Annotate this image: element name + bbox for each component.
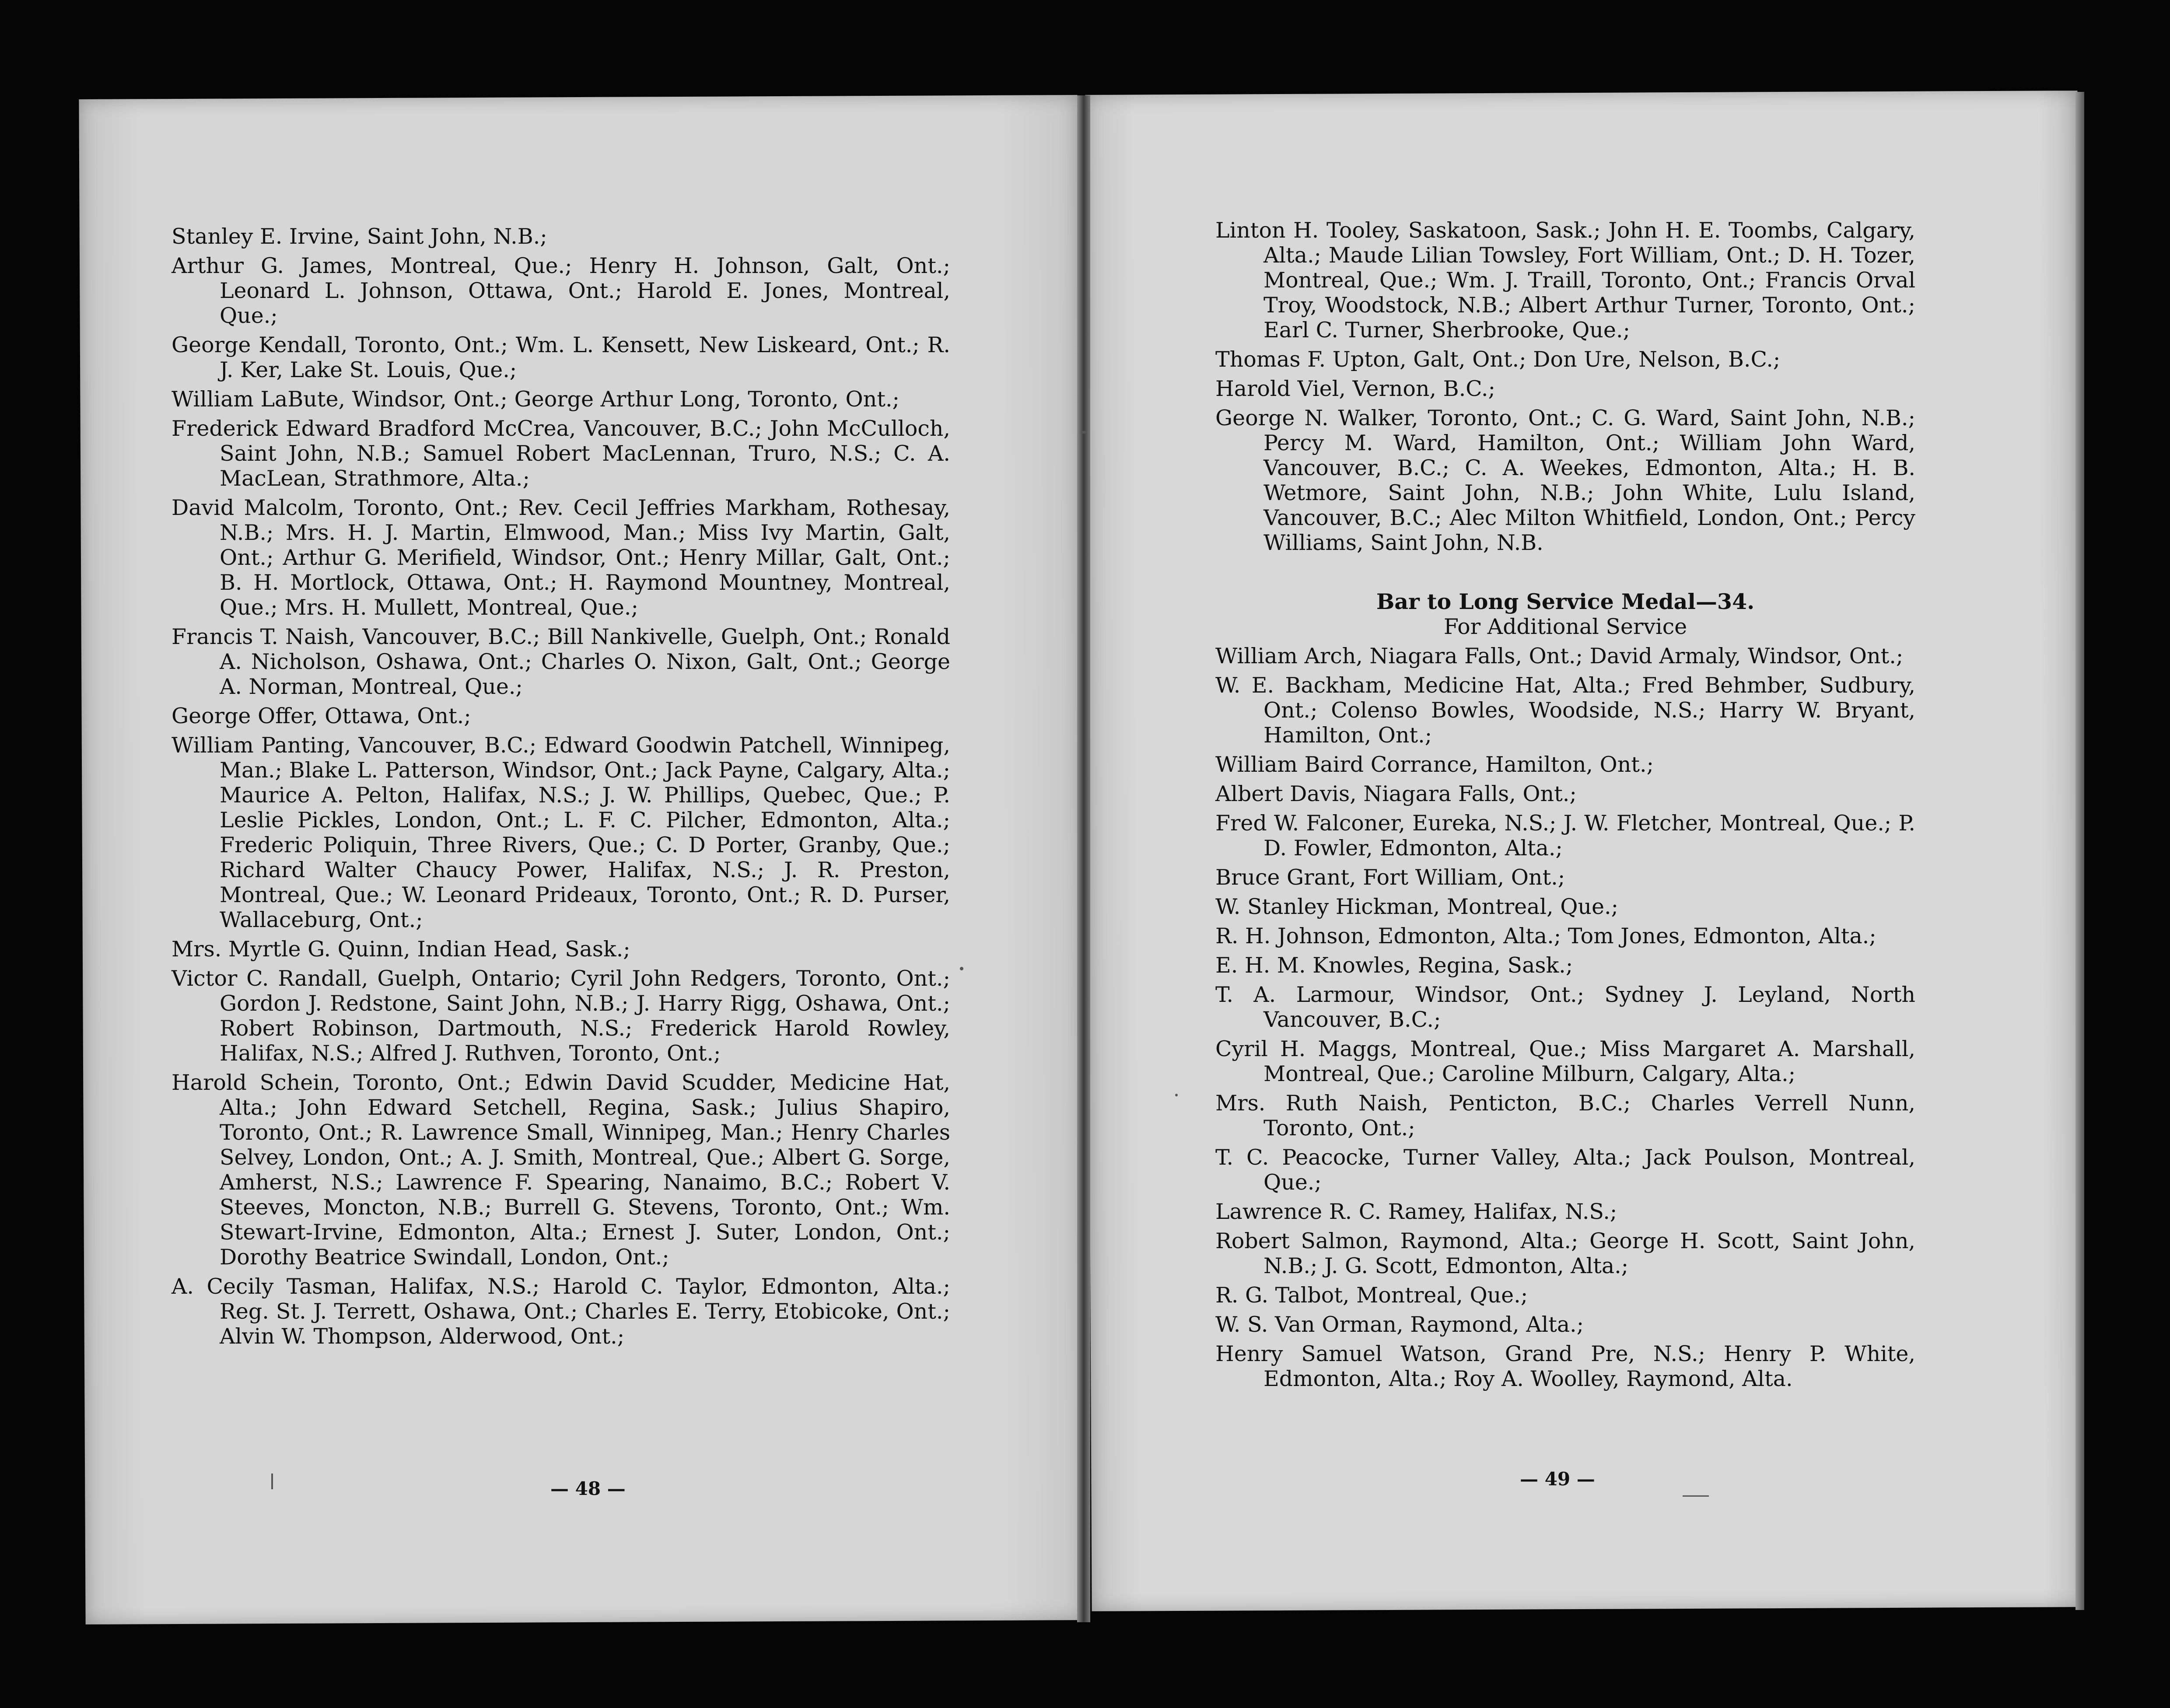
list-entry: Harold Viel, Vernon, B.C.; [1215, 376, 1495, 401]
list-entry: Stanley E. Irvine, Saint John, N.B.; [172, 224, 547, 249]
list-entry: William Panting, Vancouver, B.C.; Edward Goodwin Patchell, Winnipeg, Man.; Blake L. Patterson, Windsor, Ont.; Jack Payne, Calgary, Alta.; Maurice A. Pelton, Halifax, N.S.; J. W. Phillips, Quebec, Que.; P. Leslie Pickles, London, Ont.; L. F. C. Pilcher, Edmonton, Alta.; Frederic Poliquin, Three Rivers, Que.; C. D Porter, Granby, Que.; Richard Walter Chaucy Power, Halifax, N.S.; J. R. Preston, Montreal, Que.; W. Leonard Prideaux, Toronto, Ont.; R. D. Purser, Wallaceburg, Ont.; [172, 733, 950, 932]
list-entry: Henry Samuel Watson, Grand Pre, N.S.; Henry P. White, Edmonton, Alta.; Roy A. Woolley, Raymond, Alta. [1215, 1341, 1915, 1391]
list-entry: William Arch, Niagara Falls, Ont.; David Armaly, Windsor, Ont.; [1215, 644, 1904, 668]
list-entry: Francis T. Naish, Vancouver, B.C.; Bill Nankivelle, Guelph, Ont.; Ronald A. Nicholson, Oshawa, Ont.; Charles O. Nixon, Galt, Ont.; George A. Norman, Montreal, Que.; [172, 624, 950, 699]
list-entry: Bruce Grant, Fort William, Ont.; [1215, 865, 1565, 890]
list-entry: W. Stanley Hickman, Montreal, Que.; [1215, 894, 1619, 919]
list-entry: Albert Davis, Niagara Falls, Ont.; [1215, 781, 1577, 806]
list-entry: George Offer, Ottawa, Ont.; [172, 704, 471, 728]
list-entry: E. H. M. Knowles, Regina, Sask.; [1215, 953, 1573, 978]
scan-speck [1175, 1094, 1178, 1096]
list-entry: Robert Salmon, Raymond, Alta.; George H. Scott, Saint John, N.B.; J. G. Scott, Edmonton, Alta.; [1215, 1228, 1915, 1278]
list-entry: William Baird Corrance, Hamilton, Ont.; [1215, 752, 1654, 777]
list-entry: Lawrence R. C. Ramey, Halifax, N.S.; [1215, 1199, 1617, 1224]
list-entry: Mrs. Ruth Naish, Penticton, B.C.; Charles Verrell Nunn, Toronto, Ont.; [1215, 1091, 1915, 1141]
book-gutter [1077, 95, 1090, 1622]
list-entry: R. H. Johnson, Edmonton, Alta.; Tom Jones, Edmonton, Alta.; [1215, 924, 1876, 948]
list-entry: Victor C. Randall, Guelph, Ontario; Cyril John Redgers, Toronto, Ont.; Gordon J. Redstone, Saint John, N.B.; J. Harry Rigg, Oshawa, Ont.; Robert Robinson, Dartmouth, N.S.; Frederick Harold Rowley, Halifax, N.S.; Alfred J. Ruthven, Toronto, Ont.; [172, 966, 950, 1066]
left-page-text [172, 224, 950, 1353]
section-subtitle: For Additional Service [1443, 614, 1687, 639]
list-entry: W. E. Backham, Medicine Hat, Alta.; Fred Behmber, Sudbury, Ont.; Colenso Bowles, Woodside, N.S.; Harry W. Bryant, Hamilton, Ont.; [1215, 673, 1915, 748]
page-number: — 48 — [550, 1478, 626, 1499]
list-entry: R. G. Talbot, Montreal, Que.; [1215, 1283, 1528, 1308]
section-title: Bar to Long Service Medal—34. [1376, 589, 1755, 614]
list-entry: T. C. Peacocke, Turner Valley, Alta.; Jack Poulson, Montreal, Que.; [1215, 1145, 1915, 1195]
list-entry: Frederick Edward Bradford McCrea, Vancouver, B.C.; John McCulloch, Saint John, N.B.; Samuel Robert MacLennan, Truro, N.S.; C. A. MacLean, Strathmore, Alta.; [172, 416, 950, 491]
scan-speck [271, 1474, 273, 1489]
scan-speck [1683, 1495, 1709, 1497]
list-entry: Thomas F. Upton, Galt, Ont.; Don Ure, Nelson, B.C.; [1215, 347, 1781, 372]
list-entry: George Kendall, Toronto, Ont.; Wm. L. Kensett, New Liskeard, Ont.; R. J. Ker, Lake St. Louis, Que.; [172, 332, 950, 382]
list-entry: Harold Schein, Toronto, Ont.; Edwin David Scudder, Medicine Hat, Alta.; John Edward Setchell, Regina, Sask.; Julius Shapiro, Toronto, Ont.; R. Lawrence Small, Winnipeg, Man.; Henry Charles Selvey, London, Ont.; A. J. Smith, Montreal, Que.; Albert G. Sorge, Amherst, N.S.; Lawrence F. Spearing, Nanaimo, B.C.; Robert V. Steeves, Moncton, N.B.; Burrell G. Stevens, Toronto, Ont.; Wm. Stewart-Irvine, Edmonton, Alta.; Ernest J. Suter, London, Ont.; Dorothy Beatrice Swindall, London, Ont.; [172, 1070, 950, 1270]
list-entry: William LaBute, Windsor, Ont.; George Arthur Long, Toronto, Ont.; [172, 387, 900, 412]
page-edge [2076, 92, 2084, 1610]
list-entry: Arthur G. James, Montreal, Que.; Henry H. Johnson, Galt, Ont.; Leonard L. Johnson, Ottawa, Ont.; Harold E. Jones, Montreal, Que.; [172, 253, 950, 328]
scan-speck [1081, 431, 1086, 434]
list-entry: George N. Walker, Toronto, Ont.; C. G. Ward, Saint John, N.B.; Percy M. Ward, Hamilton, Ont.; William John Ward, Vancouver, B.C.; C. A. Weekes, Edmonton, Alta.; H. B. Wetmore, Saint John, N.B.; John White, Lulu Island, Vancouver, B.C.; Alec Milton Whitfield, London, Ont.; Percy Williams, Saint John, N.B. [1215, 406, 1915, 555]
list-entry: A. Cecily Tasman, Halifax, N.S.; Harold C. Taylor, Edmonton, Alta.; Reg. St. J. Terrett, Oshawa, Ont.; Charles E. Terry, Etobicoke, Ont.; Alvin W. Thompson, Alderwood, Ont.; [172, 1274, 950, 1349]
list-entry: Linton H. Tooley, Saskatoon, Sask.; John H. E. Toombs, Calgary, Alta.; Maude Lilian Towsley, Fort William, Ont.; D. H. Tozer, Montreal, Que.; Wm. J. Traill, Toronto, Ont.; Francis Orval Troy, Woodstock, N.B.; Albert Arthur Turner, Toronto, Ont.; Earl C. Turner, Sherbrooke, Que.; [1215, 218, 1915, 343]
section-heading [1215, 589, 1915, 639]
list-entry: W. S. Van Orman, Raymond, Alta.; [1215, 1312, 1584, 1337]
right-page-text [1215, 218, 1915, 1396]
list-entry: Mrs. Myrtle G. Quinn, Indian Head, Sask.; [172, 937, 630, 962]
list-entry: Fred W. Falconer, Eureka, N.S.; J. W. Fletcher, Montreal, Que.; P. D. Fowler, Edmonton, Alta.; [1215, 811, 1915, 861]
scan-speck [960, 967, 963, 970]
list-entry: T. A. Larmour, Windsor, Ont.; Sydney J. Leyland, North Vancouver, B.C.; [1215, 982, 1915, 1032]
list-entry: Cyril H. Maggs, Montreal, Que.; Miss Margaret A. Marshall, Montreal, Que.; Caroline Milburn, Calgary, Alta.; [1215, 1036, 1915, 1086]
page-number: — 49 — [1520, 1468, 1595, 1490]
list-entry: David Malcolm, Toronto, Ont.; Rev. Cecil Jeffries Markham, Rothesay, N.B.; Mrs. H. J. Martin, Elmwood, Man.; Miss Ivy Martin, Galt, Ont.; Arthur G. Merifield, Windsor, Ont.; Henry Millar, Galt, Ont.; B. H. Mortlock, Ottawa, Ont.; H. Raymond Mountney, Montreal, Que.; Mrs. H. Mullett, Montreal, Que.; [172, 495, 950, 620]
